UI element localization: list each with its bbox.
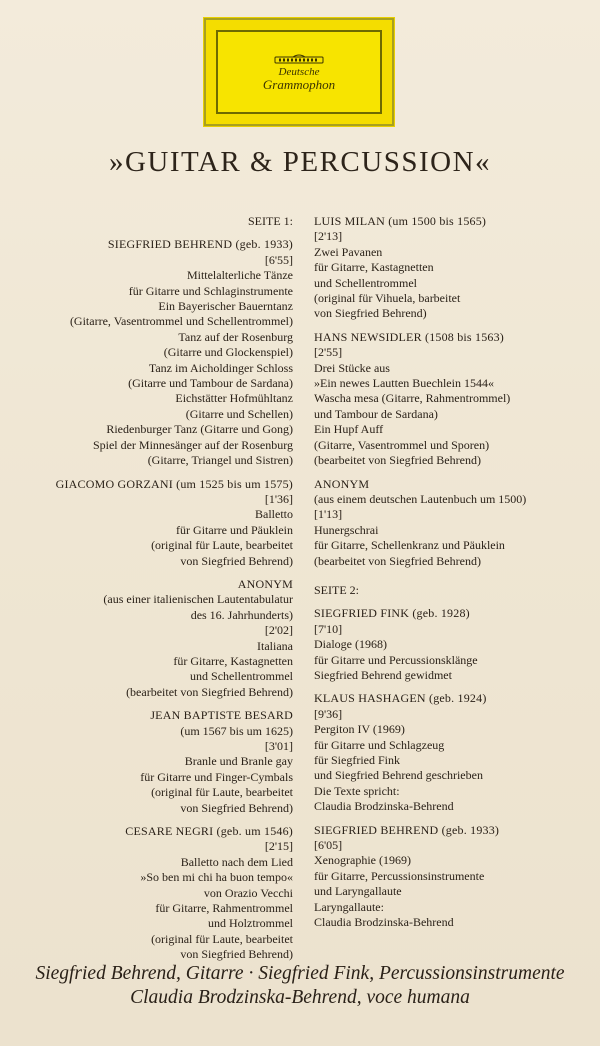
track-description-line: Tanz im Aicholdinger Schloss <box>148 360 293 375</box>
track-description-line: Mittelalterliche Tänze <box>186 268 293 283</box>
track-duration: [2'55] <box>314 345 343 360</box>
track-description-line: und Tambour de Sardana) <box>314 406 438 421</box>
track-description-line: (bearbeitet von Siegfried Behrend) <box>314 453 481 468</box>
track-description-line: (Gitarre, Vasentrommel und Schellentrommel) <box>69 314 293 329</box>
track-entry <box>314 606 594 683</box>
track-description-line: Xenographie (1969) <box>314 853 411 868</box>
track-entry <box>314 330 594 469</box>
track-duration: [6'55] <box>264 252 293 267</box>
track-duration: [1'13] <box>314 507 343 522</box>
track-entry <box>14 824 293 963</box>
track-duration: [2'15] <box>264 839 293 854</box>
track-duration: [9'36] <box>314 706 343 721</box>
track-description-line: (bearbeitet von Siegfried Behrend) <box>314 553 481 568</box>
composer-note: (um 1567 bis um 1625) <box>180 723 293 738</box>
track-description-line: Die Texte spricht: <box>314 783 400 798</box>
track-description-line: Dialoge (1968) <box>314 637 387 652</box>
track-description-line: für Gitarre und Päuklein <box>176 522 293 537</box>
track-duration: [2'13] <box>314 229 343 244</box>
track-description-line: und Schellentrommel <box>314 275 417 290</box>
track-description-line: Zwei Pavanen <box>314 244 383 259</box>
label-logo-inner <box>216 30 382 114</box>
track-description-line: für Gitarre, Rahmentrommel <box>155 901 293 916</box>
track-entry <box>14 577 293 700</box>
track-description-line: von Siegfried Behrend) <box>180 553 293 568</box>
label-logo <box>204 18 394 126</box>
composer-note: (aus einer italienischen Lautentabulatur <box>103 592 293 607</box>
track-entry <box>314 823 594 931</box>
credits-line-1: Siegfried Behrend, Gitarre · Siegfried Fink, Percussionsinstrumente <box>35 963 565 984</box>
track-entry <box>314 214 594 322</box>
composer-note: (aus einem deutschen Lautenbuch um 1500) <box>314 491 527 506</box>
composer-name: SIEGFRIED BEHREND (geb. 1933) <box>107 237 293 252</box>
track-description-line: (original für Vihuela, barbeitet <box>314 291 461 306</box>
logo-text-grammophon: Grammophon <box>262 76 336 92</box>
track-description-line: (Gitarre und Schellen) <box>185 406 293 421</box>
track-description-line: (original für Laute, bearbeitet <box>151 538 293 553</box>
composer-name: ANONYM <box>314 476 370 491</box>
track-description-line: (Gitarre, Vasentrommel und Sporen) <box>314 437 490 452</box>
track-entry <box>314 691 594 814</box>
composer-name: HANS NEWSIDLER (1508 bis 1563) <box>314 329 504 344</box>
track-description-line: Spiel der Minnesänger auf der Rosenburg <box>92 437 293 452</box>
track-description-line: für Gitarre, Kastagnetten <box>314 260 434 275</box>
track-entry <box>14 477 293 569</box>
track-description-line: (Gitarre und Tambour de Sardana) <box>128 376 293 391</box>
album-title: »GUITAR & PERCUSSION« <box>108 146 492 178</box>
track-description-line: von Siegfried Behrend) <box>180 800 293 815</box>
composer-note: des 16. Jahrhunderts) <box>190 607 293 622</box>
track-description-line: Tanz auf der Rosenburg <box>178 329 293 344</box>
right-column <box>314 214 594 938</box>
track-description-line: Riedenburger Tanz (Gitarre und Gong) <box>106 422 293 437</box>
track-description-line: von Siegfried Behrend) <box>314 306 427 321</box>
track-description-line: Branle und Branle gay <box>184 754 293 769</box>
composer-name: CESARE NEGRI (geb. um 1546) <box>125 824 293 839</box>
track-description-line: für Gitarre und Schlaginstrumente <box>128 283 293 298</box>
track-duration: [2'02] <box>264 623 293 638</box>
right-track-list-b <box>314 606 594 930</box>
right-track-list-a <box>314 214 594 569</box>
composer-name: ANONYM <box>237 576 293 591</box>
composer-name: JEAN BAPTISTE BESARD <box>150 708 293 723</box>
logo-text-deutsche: Deutsche <box>278 65 320 78</box>
composer-name: SIEGFRIED BEHREND (geb. 1933) <box>314 822 500 837</box>
left-track-list <box>14 237 293 962</box>
track-description-line: für Gitarre und Schlagzeug <box>314 737 445 752</box>
track-description-line: von Orazio Vecchi <box>203 885 293 900</box>
track-description-line: Claudia Brodzinska-Behrend <box>314 799 454 814</box>
composer-name: GIACOMO GORZANI (um 1525 bis um 1575) <box>55 476 293 491</box>
track-description-line: Laryngallaute: <box>314 899 384 914</box>
track-duration: [1'36] <box>264 491 293 506</box>
performer-credits <box>0 962 600 1010</box>
track-description-line: Pergiton IV (1969) <box>314 722 405 737</box>
track-description-line: (original für Laute, bearbeitet <box>151 931 293 946</box>
track-description-line: und Laryngallaute <box>314 884 402 899</box>
track-description-line: Claudia Brodzinska-Behrend <box>314 915 454 930</box>
track-description-line: Balletto <box>255 507 293 522</box>
left-column <box>14 214 293 971</box>
track-entry <box>314 477 594 569</box>
track-description-line: und Siegfried Behrend geschrieben <box>314 768 483 783</box>
track-description-line: Siegfried Behrend gewidmet <box>314 667 452 682</box>
composer-name: KLAUS HASHAGEN (geb. 1924) <box>314 691 487 706</box>
track-description-line: für Siegfried Fink <box>314 753 400 767</box>
track-entry <box>14 708 293 816</box>
composer-name: SIEGFRIED FINK (geb. 1928) <box>314 606 470 621</box>
credits-line-2: Claudia Brodzinska-Behrend, voce humana <box>130 987 470 1008</box>
track-description-line: für Gitarre und Percussionsklänge <box>314 652 478 667</box>
track-description-line: von Siegfried Behrend) <box>180 947 293 962</box>
side-heading-1: SEITE 1: <box>248 214 293 228</box>
tulip-crown-icon <box>273 53 325 65</box>
track-description-line: für Gitarre, Kastagnetten <box>173 653 293 668</box>
track-description-line: Balletto nach dem Lied <box>180 854 293 869</box>
track-description-line: und Holztrommel <box>208 916 293 931</box>
track-description-line: Hunergschrai <box>314 522 379 537</box>
track-entry <box>14 237 293 468</box>
track-description-line: und Schellentrommel <box>190 669 293 684</box>
track-description-line: (Gitarre, Triangel und Sistren) <box>147 453 293 468</box>
track-duration: [7'10] <box>314 621 343 636</box>
composer-name: LUIS MILAN (um 1500 bis 1565) <box>314 214 487 228</box>
track-duration: [6'05] <box>314 838 343 853</box>
track-description-line: »So ben mi chi ha buon tempo« <box>140 870 293 885</box>
track-description-line: (bearbeitet von Siegfried Behrend) <box>126 684 293 699</box>
track-description-line: (Gitarre und Glockenspiel) <box>163 345 293 360</box>
track-description-line: Ein Bayerischer Bauerntanz <box>158 299 293 314</box>
track-description-line: für Gitarre, Schellenkranz und Päuklein <box>314 538 505 553</box>
track-description-line: für Gitarre, Percussionsinstrumente <box>314 868 485 883</box>
track-description-line: Wascha mesa (Gitarre, Rahmentrommel) <box>314 391 511 406</box>
track-description-line: »Ein newes Lautten Buechlein 1544« <box>314 376 494 391</box>
track-duration: [3'01] <box>264 739 293 753</box>
track-description-line: Italiana <box>257 638 293 653</box>
side-heading-2: SEITE 2: <box>314 582 359 597</box>
track-description-line: Ein Hupf Auff <box>314 422 384 437</box>
track-description-line: Eichstätter Hofmühltanz <box>175 391 293 406</box>
track-description-line: Drei Stücke aus <box>314 360 390 375</box>
track-description-line: (original für Laute, bearbeitet <box>151 785 293 800</box>
track-description-line: für Gitarre und Finger-Cymbals <box>140 769 293 784</box>
